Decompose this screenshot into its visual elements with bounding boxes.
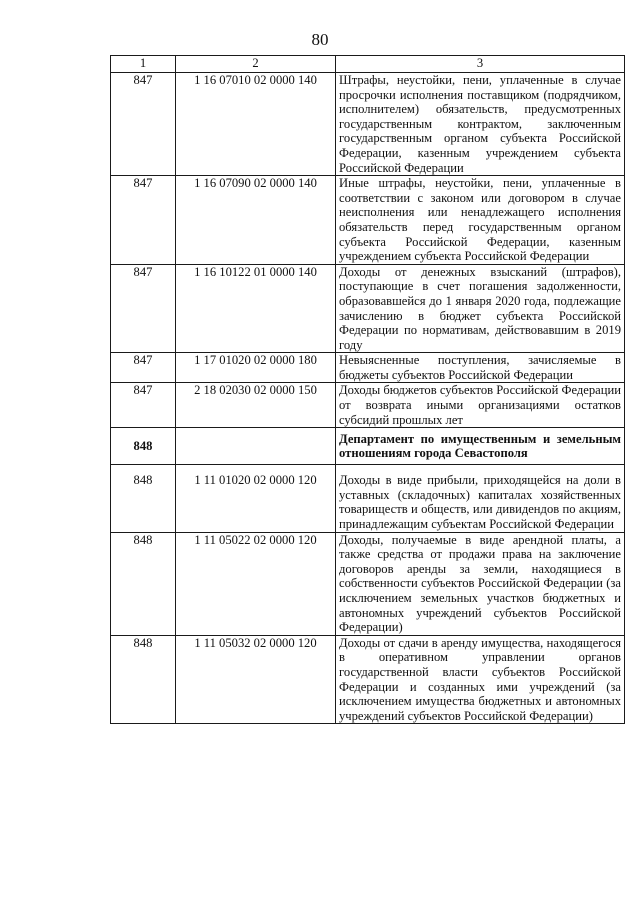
table-row bbox=[111, 264, 625, 353]
admin-code-cell: 847 bbox=[111, 264, 176, 353]
department-admin-code: 848 bbox=[111, 428, 176, 465]
admin-code-cell: 848 bbox=[111, 465, 176, 532]
revenue-code-cell: 1 16 07010 02 0000 140 bbox=[176, 73, 336, 176]
revenue-code-cell: 2 18 02030 02 0000 150 bbox=[176, 383, 336, 428]
revenue-name-cell: Невыясненные поступления, зачисляемые в бюджеты субъектов Российской Федерации bbox=[336, 353, 625, 383]
department-row bbox=[111, 428, 625, 465]
revenue-name-cell: Доходы, получаемые в виде арендной платы, а также средства от продажи права на заключение договоров аренды за земли, находящиеся в собственности субъектов Российской Федерации (за исключением земельных участков бюджетных и автономных учреждений субъектов Российской Федерации) bbox=[336, 532, 625, 635]
revenue-code-cell: 1 16 10122 01 0000 140 bbox=[176, 264, 336, 353]
page-number: 80 bbox=[311, 30, 329, 49]
department-name: Департамент по имущественным и земельным отношениям города Севастополя bbox=[336, 428, 625, 465]
revenue-code-cell: 1 11 05022 02 0000 120 bbox=[176, 532, 336, 635]
admin-code-cell: 848 bbox=[111, 635, 176, 724]
revenue-name-cell: Доходы в виде прибыли, приходящейся на доли в уставных (складочных) капиталах хозяйственных товариществ и обществ, или дивидендов по акциям, принадлежащим субъектам Российской Федерации bbox=[336, 465, 625, 532]
table-row bbox=[111, 383, 625, 428]
admin-code-cell: 847 bbox=[111, 353, 176, 383]
revenue-codes-table bbox=[110, 55, 625, 724]
table-row bbox=[111, 635, 625, 724]
table-row bbox=[111, 73, 625, 176]
revenue-code-cell: 1 16 07090 02 0000 140 bbox=[176, 176, 336, 265]
department-code-cell bbox=[176, 428, 336, 465]
column-header-admin: 1 bbox=[111, 56, 176, 73]
admin-code-cell: 848 bbox=[111, 532, 176, 635]
table-header-row bbox=[111, 56, 625, 73]
revenue-name-cell: Иные штрафы, неустойки, пени, уплаченные в соответствии с законом или договором в случае неисполнения или ненадлежащего исполнения обязательств перед государственным органом субъекта Российской Федерации, казенным учреждением субъекта Российской Федерации bbox=[336, 176, 625, 265]
revenue-code-cell: 1 11 01020 02 0000 120 bbox=[176, 465, 336, 532]
revenue-code-cell: 1 17 01020 02 0000 180 bbox=[176, 353, 336, 383]
revenue-name-cell: Доходы от денежных взысканий (штрафов), поступающие в счет погашения задолженности, образовавшейся до 1 января 2020 года, подлежащие зачислению в бюджет субъекта Российской Федерации по нормативам, действовавшим в 2019 году bbox=[336, 264, 625, 353]
table-row bbox=[111, 176, 625, 265]
table-row bbox=[111, 353, 625, 383]
admin-code-cell: 847 bbox=[111, 176, 176, 265]
admin-code-cell: 847 bbox=[111, 73, 176, 176]
column-header-name: 3 bbox=[336, 56, 625, 73]
revenue-name-cell: Штрафы, неустойки, пени, уплаченные в случае просрочки исполнения поставщиком (подрядчиком, исполнителем) обязательств, предусмотренных государственным контрактом, заключенным государственным органом субъекта Российской Федерации, казенным учреждением субъекта Российской Федерации bbox=[336, 73, 625, 176]
revenue-code-cell: 1 11 05032 02 0000 120 bbox=[176, 635, 336, 724]
revenue-name-cell: Доходы от сдачи в аренду имущества, находящегося в оперативном управлении органов государственной власти субъектов Российской Федерации и созданных ими учреждений (за исключением имущества бюджетных и автономных учреждений субъектов Российской Федерации) bbox=[336, 635, 625, 724]
revenue-name-cell: Доходы бюджетов субъектов Российской Федерации от возврата иными организациями остатков субсидий прошлых лет bbox=[336, 383, 625, 428]
table-row bbox=[111, 532, 625, 635]
column-header-code: 2 bbox=[176, 56, 336, 73]
table-row bbox=[111, 465, 625, 532]
admin-code-cell: 847 bbox=[111, 383, 176, 428]
